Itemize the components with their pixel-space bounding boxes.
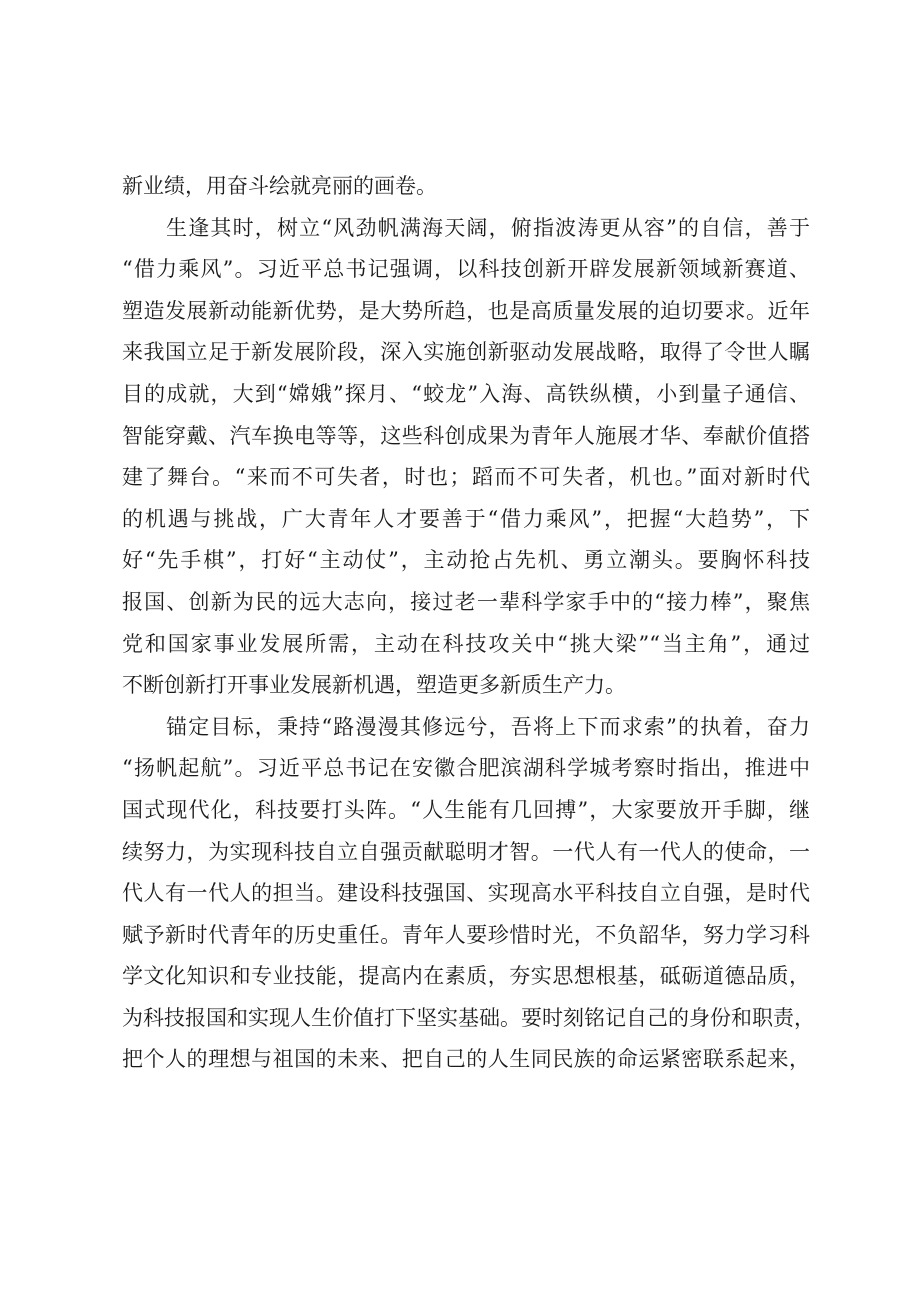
text-line: 代人有一代人的担当。建设科技强国、实现高水平科技自立自强，是时代	[122, 881, 810, 906]
paragraph-first-line: 锚定目标，秉持“路漫漫其修远兮，吾将上下而求索”的执着，奋力	[166, 714, 810, 739]
body-text	[122, 166, 815, 1081]
text-line: 党和国家事业发展所需，主动在科技攻关中“挑大梁”“当主角”，通过	[122, 631, 810, 656]
text-line: 报国、创新为民的远大志向，接过老一辈科学家手中的“接力棒”，聚焦	[122, 589, 810, 614]
text-line: 建了舞台。“来而不可失者，时也；蹈而不可失者，机也。”面对新时代	[122, 465, 810, 490]
text-line: “扬帆起航”。习近平总书记在安徽合肥滨湖科学城考察时指出，推进中	[122, 756, 810, 781]
text-line: 塑造发展新动能新优势，是大势所趋，也是高质量发展的迫切要求。近年	[122, 298, 810, 323]
text-line: “借力乘风”。习近平总书记强调，以科技创新开辟发展新领域新赛道、	[122, 257, 810, 282]
text-line: 为科技报国和实现人生价值打下坚实基础。要时刻铭记自己的身份和职责，	[122, 1005, 815, 1030]
text-line: 国式现代化，科技要打头阵。“人生能有几回搏”，大家要放开手脚，继	[122, 797, 810, 822]
text-line: 不断创新打开事业发展新机遇，塑造更多新质生产力。	[122, 673, 626, 698]
text-line: 新业绩，用奋斗绘就亮丽的画卷。	[122, 174, 437, 198]
text-line: 学文化知识和专业技能，提高内在素质，夯实思想根基，砥砺道德品质，	[122, 964, 810, 989]
paragraph-first-line: 生逢其时，树立“风劲帆满海天阔，俯指波涛更从容”的自信，善于	[166, 215, 810, 240]
text-line: 来我国立足于新发展阶段，深入实施创新驱动发展战略，取得了令世人瞩	[122, 340, 810, 365]
text-line: 智能穿戴、汽车换电等等，这些科创成果为青年人施展才华、奉献价值搭	[122, 423, 810, 448]
text-line: 目的成就，大到“嫦娥”探月、“蛟龙”入海、高铁纵横，小到量子通信、	[122, 381, 810, 406]
text-line: 赋予新时代青年的历史重任。青年人要珍惜时光，不负韶华，努力学习科	[122, 922, 810, 947]
text-line: 把个人的理想与祖国的未来、把自己的人生同民族的命运紧密联系起来，	[122, 1047, 810, 1072]
text-line: 好“先手棋”，打好“主动仗”，主动抢占先机、勇立潮头。要胸怀科技	[122, 548, 810, 573]
text-line: 续努力，为实现科技自立自强贡献聪明才智。一代人有一代人的使命，一	[122, 839, 810, 864]
text-line: 的机遇与挑战，广大青年人才要善于“借力乘风”，把握“大趋势”，下	[122, 506, 810, 531]
